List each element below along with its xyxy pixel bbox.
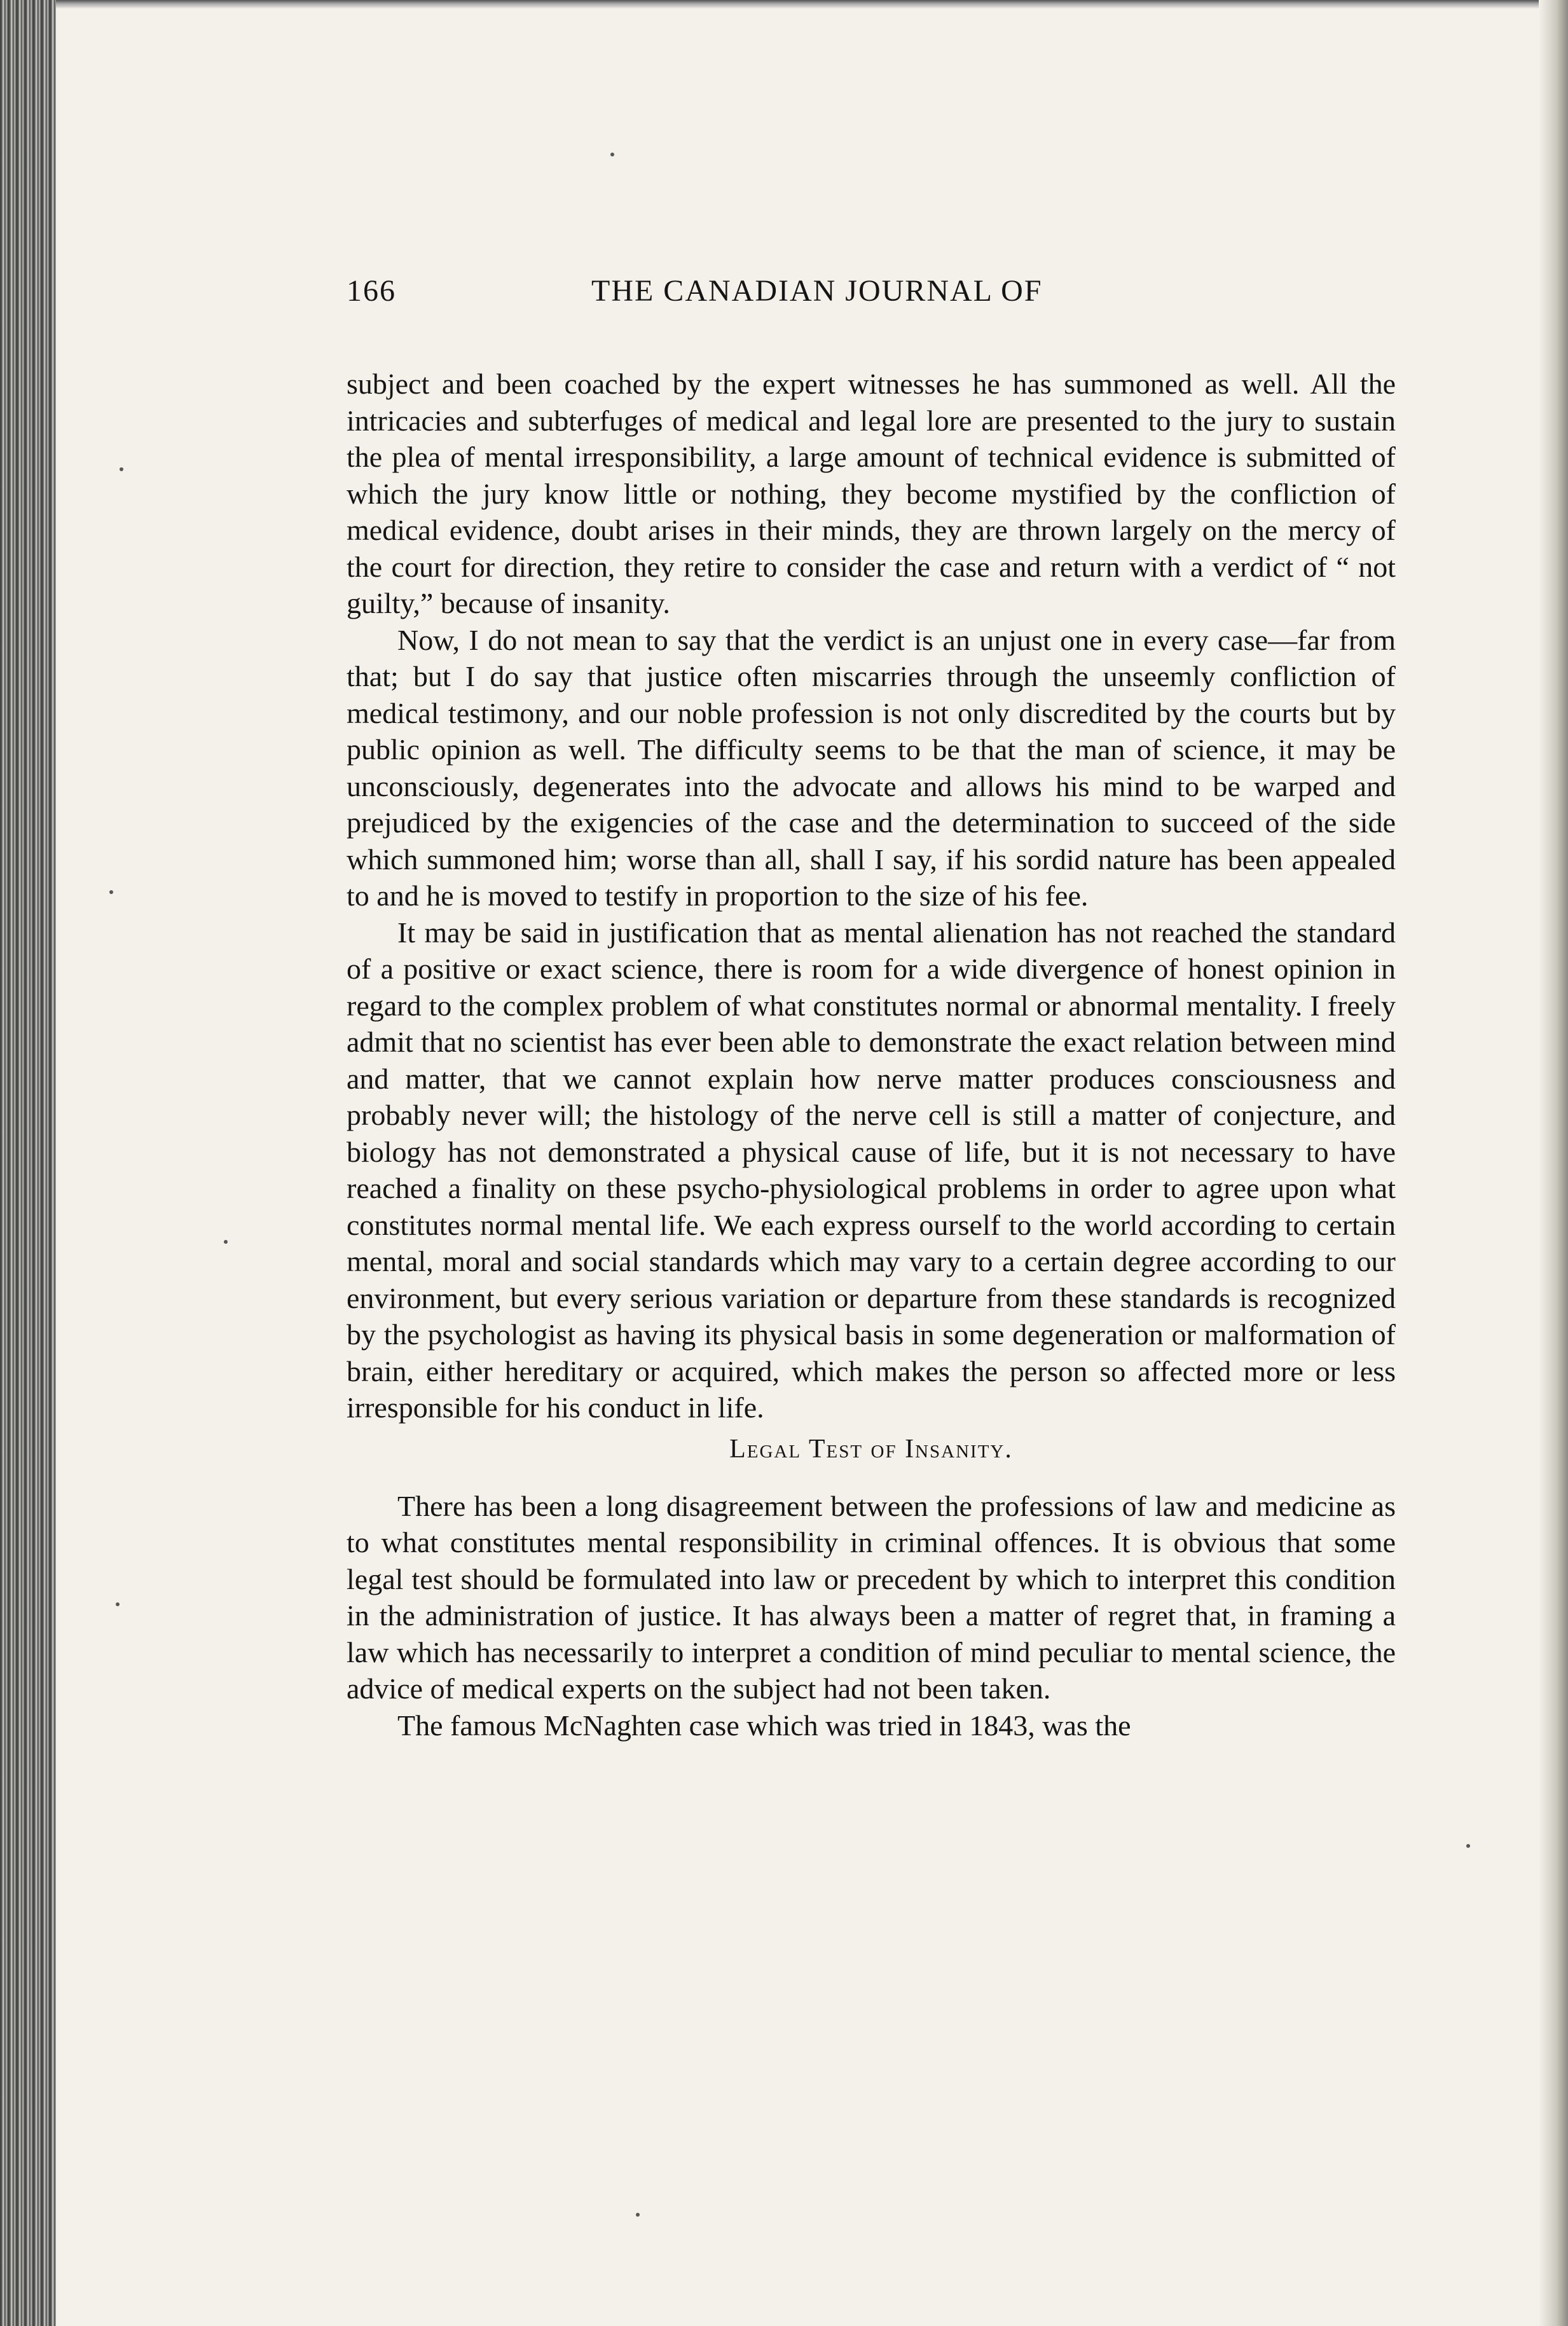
scan-speck (120, 467, 123, 471)
scan-speck (224, 1240, 228, 1244)
page-number: 166 (347, 274, 396, 308)
body-paragraph: It may be said in justification that as mental alienation has not reached the standard of a positive or exact science, there is room for a wide divergence of honest opinion in regard to the complex problem of what constitutes normal or abnormal mentality. I freely admit that no scientist has ever been able to demonstrate the exact relation between mind and matter, that we cannot explain how nerve matter produces consciousness and probably never will; the histology of the nerve cell is still a matter of conjecture, and biology has not demonstrated a physical cause of life, but it is not necessary to have reached a finality on these psycho-physiological problems in order to agree upon what constitutes normal mental life. We each express ourself to the world according to certain mental, moral and social standards which may vary to a certain degree according to our environment, but every serious variation or departure from these standards is recognized by the psychologist as having its physical basis in some degeneration or malformation of brain, either hereditary or acquired, which makes the person so affected more or less irresponsible for his conduct in life. (347, 916, 1396, 1424)
page-header (347, 273, 1396, 318)
body-paragraph: subject and been coached by the expert witnesses he has summoned as well. All the intricacies and subterfuges of medical and legal lore are presented to the jury to sustain the plea of mental irresponsibility, a large amount of technical evidence is submitted of which the jury know little or nothing, they become mystified by the confliction of medical evidence, doubt arises in their minds, they are thrown largely on the mercy of the court for direction, they retire to consider the case and return with a verdict of “ not guilty,” because of insanity. (347, 368, 1396, 619)
book-binding-edge (0, 0, 56, 2326)
body-paragraph: There has been a long disagreement between the professions of law and medicine as to what constitutes mental responsibility in criminal offences. It is obvious that some legal test should be formulated into law or precedent by which to interpret this condition in the administration of justice. It has always been a matter of regret that, in framing a law which has necessarily to interpret a condition of mind peculiar to mental science, the advice of medical experts on the subject had not been taken. (347, 1489, 1396, 1705)
running-head: THE CANADIAN JOURNAL OF (591, 274, 1043, 308)
scan-speck (109, 890, 113, 894)
section-heading: Legal Test of Insanity. (729, 1434, 1013, 1464)
body-paragraph: The famous McNaghten case which was tried in 1843, was the (397, 1709, 1131, 1742)
scan-speck (116, 1602, 120, 1606)
journal-page (347, 273, 1396, 1744)
page-right-edge (1539, 0, 1568, 2326)
scan-speck (636, 2213, 640, 2217)
body-paragraph: Now, I do not mean to say that the verdict is an unjust one in every case—far from that; but I do say that justice often miscarries through the unseemly confliction of medical testimony, and our noble profession is not only discredited by the courts but by public opinion as well. The difficulty seems to be that the man of science, it may be unconsciously, degenerates into the advocate and allows his mind to be warped and prejudiced by the exigencies of the case and the determination to succeed of the side which summoned him; worse than all, shall I say, if his sordid nature has been appealed to and he is moved to testify in proportion to the size of his fee. (347, 623, 1396, 912)
scan-speck (1466, 1844, 1470, 1848)
scan-speck (610, 153, 614, 156)
page-top-edge (56, 0, 1544, 9)
